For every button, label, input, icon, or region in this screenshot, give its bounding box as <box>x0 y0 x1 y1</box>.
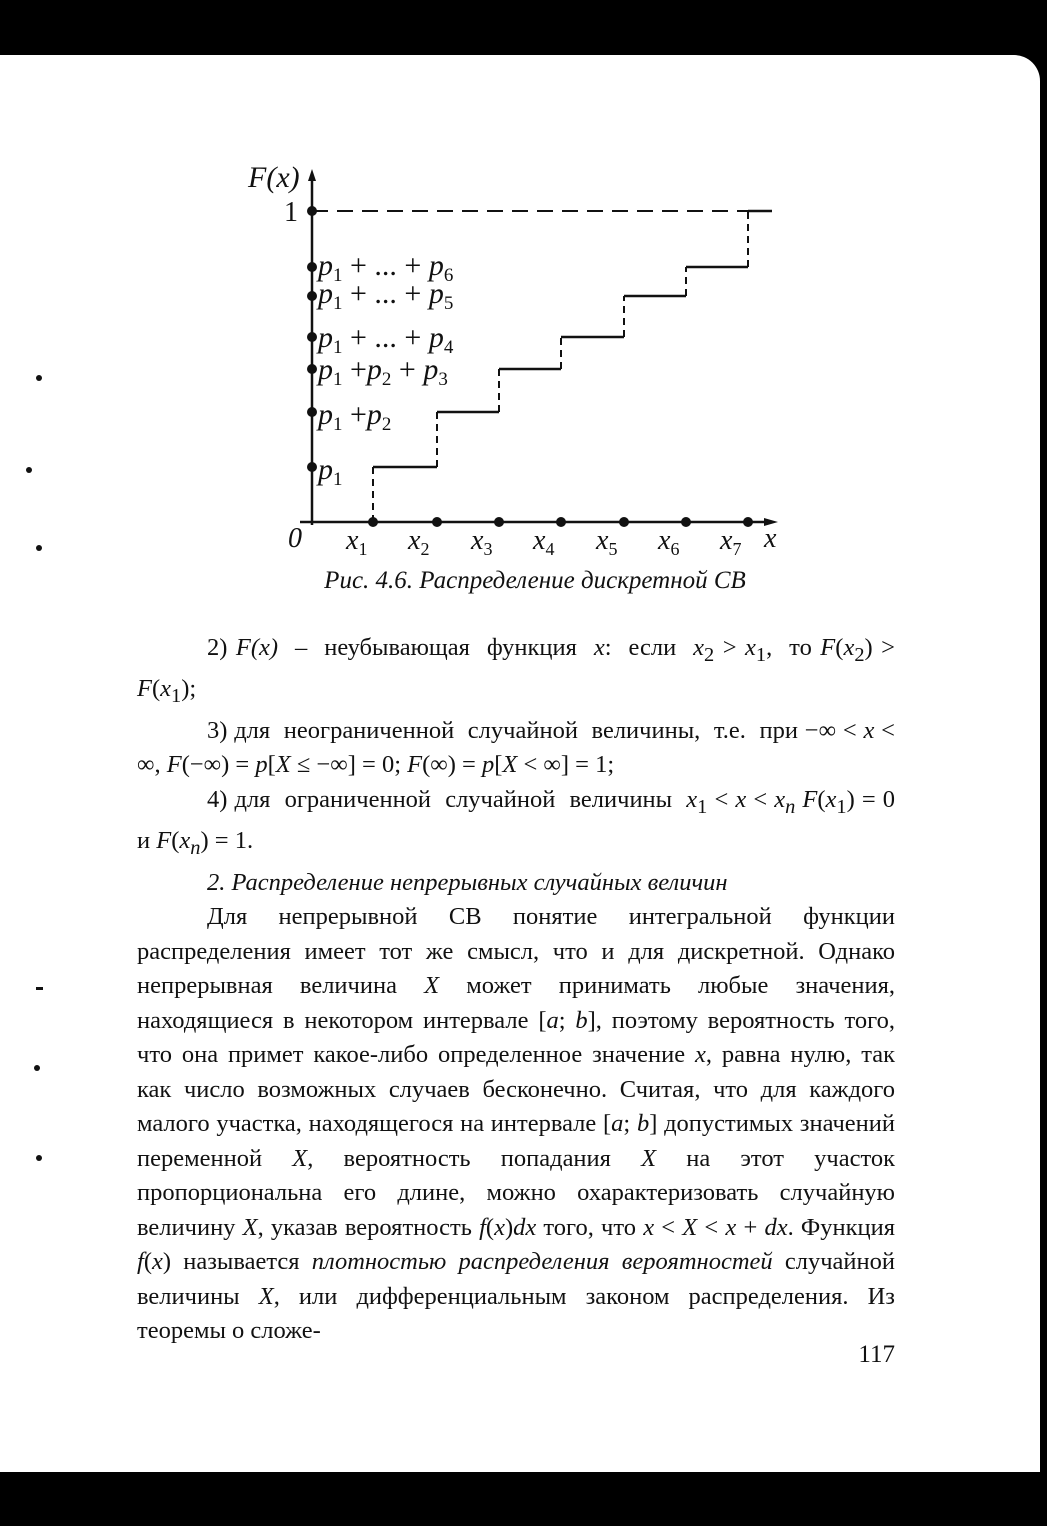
section-heading: 2. Распределение непрерывных случайных величин <box>207 868 728 896</box>
x-tick-1: $x_1$ <box>346 525 368 559</box>
origin-label: 0 <box>288 523 302 554</box>
y-point-p4 <box>307 332 317 342</box>
x-tick-2: $x_2$ <box>408 525 430 559</box>
y-point-p2 <box>307 407 317 417</box>
y-point-1 <box>307 206 317 216</box>
x-tick-4: $x_4$ <box>533 525 555 559</box>
scan-speck <box>34 1065 40 1071</box>
paragraph-property-4: 4) для ограниченной случайной величины $x_1 < x < x_n$ $F(x_1) = 0$ и $F(x_n) = 1$. <box>137 785 895 860</box>
y-level-p1: $p_1$ <box>318 453 343 490</box>
y-top-label: 1 <box>284 197 298 228</box>
x-tick-6: $x_6$ <box>658 525 680 559</box>
scan-speck <box>36 375 42 381</box>
y-level-labels <box>316 249 454 490</box>
book-page <box>0 55 1040 1472</box>
x-tick-3: $x_3$ <box>471 525 493 559</box>
y-level-p5: $p_1$ + ... + $p_5$ <box>318 277 454 314</box>
y-level-p4: $p_1$ + ... + $p_4$ <box>318 321 454 358</box>
paragraph-property-2: 2) F(x) – неубывающая функция x: если $x_2 > x_1$, то $F(x_2) > F(x_1)$; <box>137 634 895 708</box>
y-point-p5 <box>307 291 317 301</box>
x-point-1 <box>368 517 378 527</box>
x-axis-label: x <box>764 523 777 554</box>
figure-caption: Рис. 4.6. Распределение дискретной СВ <box>324 567 746 594</box>
y-point-p1 <box>307 462 317 472</box>
x-tick-7: $x_7$ <box>720 525 742 559</box>
scan-speck <box>36 987 43 990</box>
scan-speck <box>36 545 42 551</box>
step-function-plot <box>240 155 820 575</box>
y-axis-arrow <box>308 169 316 181</box>
scan-speck <box>26 467 32 473</box>
y-point-p3 <box>307 364 317 374</box>
x-tick-labels <box>345 525 741 559</box>
y-level-p6: $p_1$ + ... + $p_6$ <box>318 249 454 286</box>
body-text <box>137 631 895 1349</box>
x-point-6 <box>681 517 691 527</box>
scan-speck <box>36 1155 42 1161</box>
paragraph-continuous: Для непрерывной СВ понятие интегральной функции распределения имеет тот же смысл, что и для дискретной. Однако непрерывная величина X может принимать любые значения, находящиеся в некотором интервале [a; b], поэтому вероятность того, что она примет какое-либо определенное значение x, равна нулю, так как число возможных случаев бесконечно. Считая, что для каждого малого участка, находящегося на интервале [a; b] допустимых значений переменной X, вероятность попадания X на этот участок пропорциональна его длине, можно охарактеризовать случайную величину X, указав вероятность f(x)dx того, что x < X < x + dx. Функция f(x) называется плотностью распределения вероятностей случайной величины X, или дифференциальным законом распределения. Из теоремы о сложе- <box>137 903 896 1345</box>
x-tick-5: $x_5$ <box>596 525 618 559</box>
x-point-3 <box>494 517 504 527</box>
y-point-p6 <box>307 262 317 272</box>
x-point-7 <box>743 517 753 527</box>
y-level-p2: $p_1 +p_2$ <box>318 398 392 435</box>
y-axis-label: F(x) <box>248 161 300 194</box>
distribution-figure <box>240 155 820 575</box>
x-point-4 <box>556 517 566 527</box>
x-point-2 <box>432 517 442 527</box>
x-point-5 <box>619 517 629 527</box>
paragraph-property-3: 3) для неограниченной случайной величины, т.е. при −∞ < x < ∞, F(−∞) = p[X ≤ −∞] = 0; F(∞) = p[X < ∞] = 1; <box>137 716 895 779</box>
y-level-p3: $p_1 +p_2 + p_3$ <box>318 353 448 390</box>
page-number: 117 <box>858 1341 895 1368</box>
